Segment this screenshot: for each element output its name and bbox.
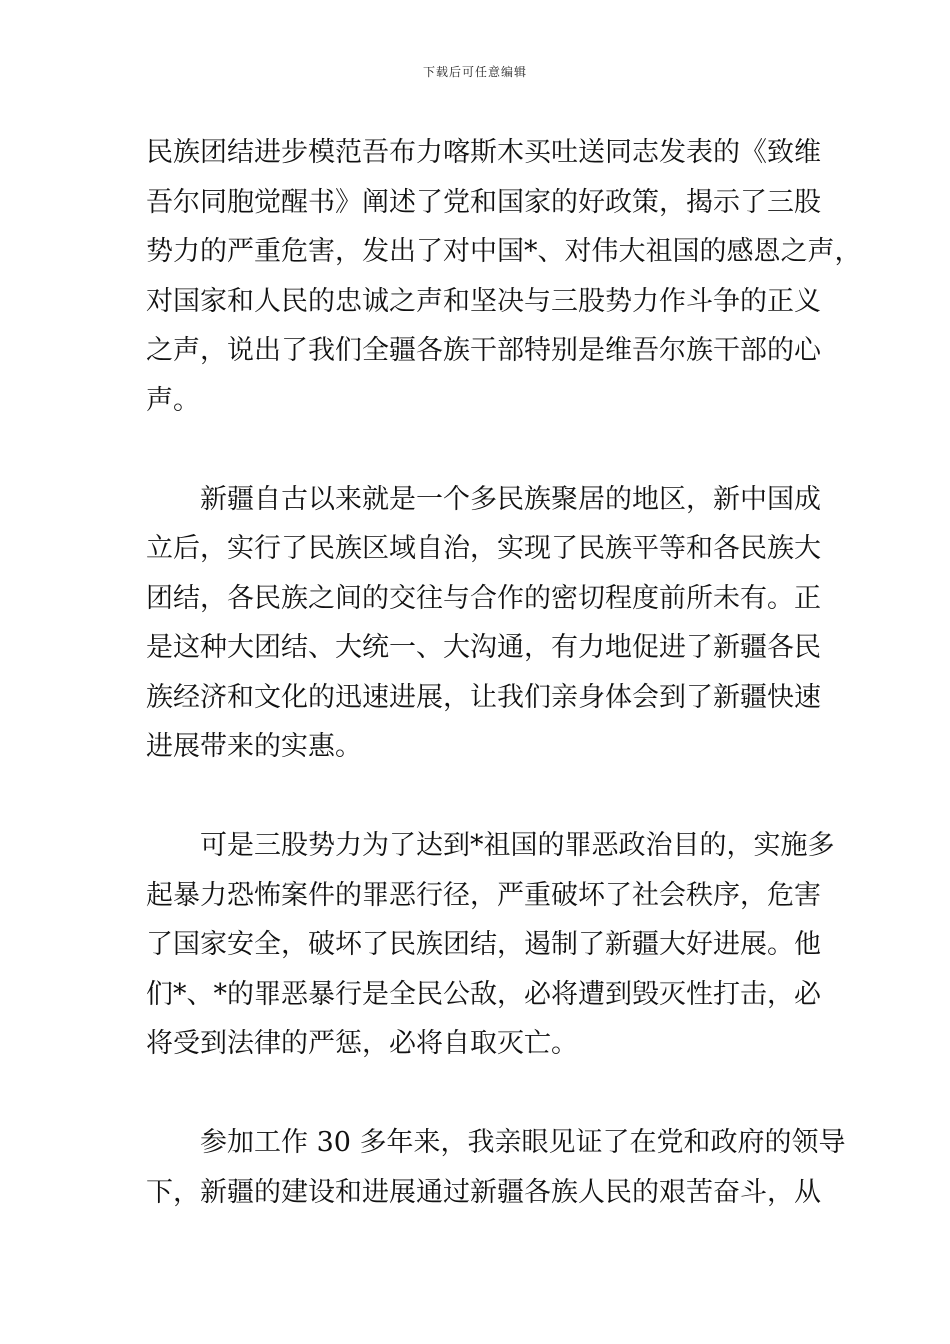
paragraph-line: 进展带来的实惠。 [146,731,362,762]
paragraph [146,1118,846,1217]
paragraph [146,128,862,425]
paragraph-line: 立后，实行了民族区域自治，实现了民族平等和各民族大 [146,533,821,564]
document-body [146,128,862,1217]
paragraph-line: 声。 [146,384,200,416]
paragraph-line: 团结，各民族之间的交往与合作的密切程度前所未有。正 [146,582,821,614]
paragraph-line: 可是三股势力为了达到*祖国的罪恶政治目的，实施多 [200,830,835,861]
paragraph-line: 将受到法律的严惩，必将自取灭亡。 [146,1028,578,1059]
paragraph-line: 是这种大团结、大统一、大沟通，有力地促进了新疆各民 [146,632,821,663]
paragraph-line: 下，新疆的建设和进展通过新疆各族人民的艰苦奋斗，从 [146,1176,821,1208]
paragraph-line: 新疆自古以来就是一个多民族聚居的地区，新中国成 [200,483,821,515]
paragraph-line: 对国家和人民的忠诚之声和坚决与三股势力作斗争的正义 [146,285,821,317]
paragraph-line: 族经济和文化的迅速进展，让我们亲身体会到了新疆快速 [146,681,821,713]
paragraph [146,475,826,772]
paragraph-line: 之声，说出了我们全疆各族干部特别是维吾尔族干部的心 [146,335,821,366]
paragraph-line: 民族团结进步模范吾布力喀斯木买吐送同志发表的《致维 [146,137,821,168]
page-header-note: 下载后可任意编辑 [422,65,527,79]
paragraph [146,821,835,1069]
paragraph-line: 起暴力恐怖案件的罪恶行径，严重破坏了社会秩序，危害 [146,879,821,911]
paragraph-line: 吾尔同胞觉醒书》阐述了党和国家的好政策，揭示了三股 [146,186,821,218]
paragraph-line: 势力的严重危害，发出了对中国*、对伟大祖国的感恩之声， [146,236,862,267]
paragraph-gap [146,1069,826,1119]
paragraph-gap [146,425,826,475]
paragraph-gap [146,772,826,822]
paragraph-line: 了国家安全，破坏了民族团结，遏制了新疆大好进展。他 [146,929,821,960]
paragraph-line: 参加工作 30 多年来，我亲眼见证了在党和政府的领导 [200,1127,846,1158]
paragraph-line: 们*、*的罪恶暴行是全民公敌，必将遭到毁灭性打击，必 [146,978,821,1010]
